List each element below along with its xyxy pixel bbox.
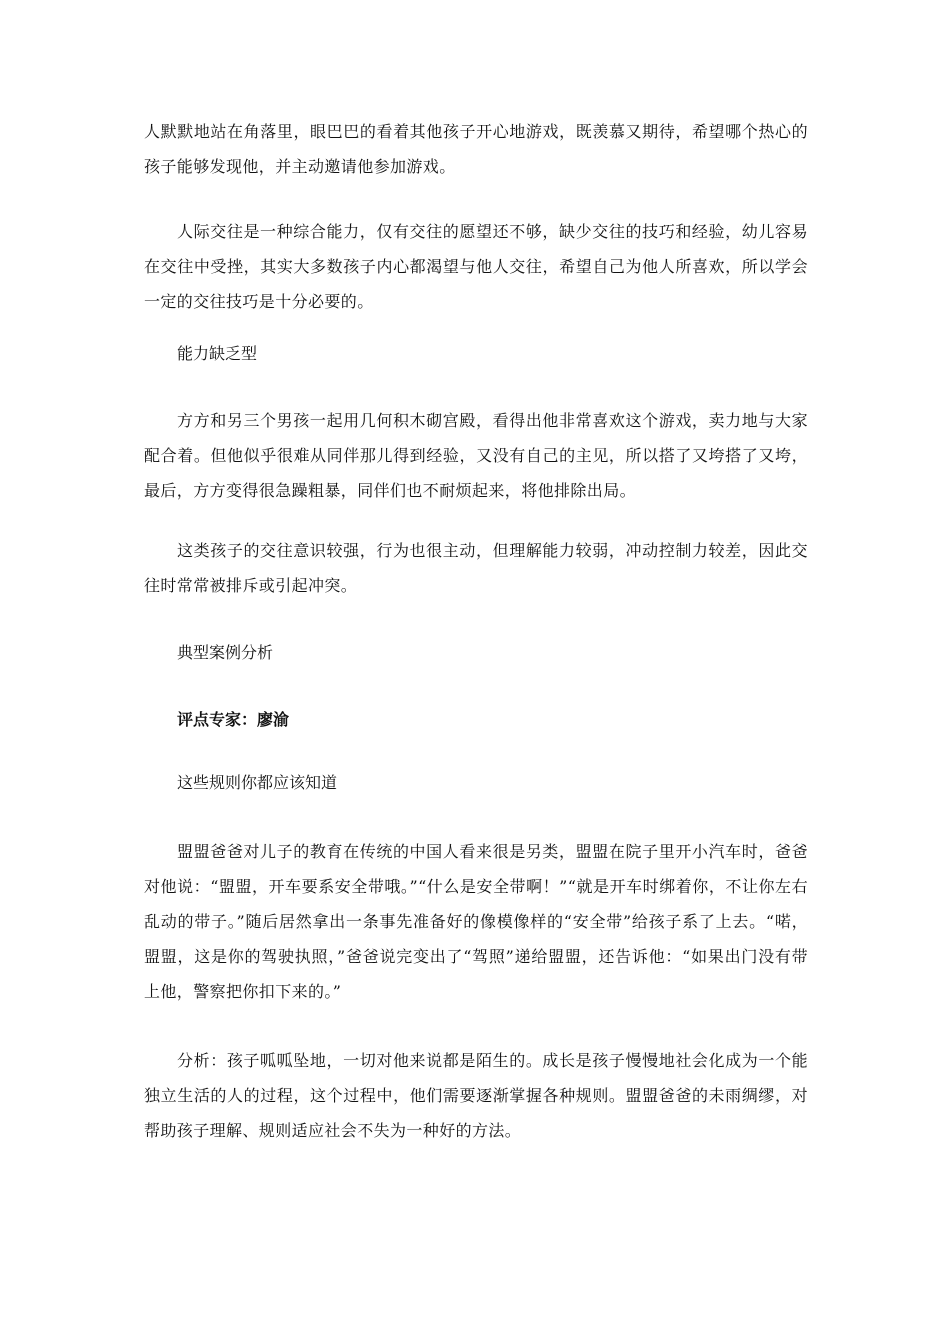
paragraph-continuation: 人默默地站在角落里，眼巴巴的看着其他孩子开心地游戏，既羡慕又期待，希望哪个热心的孩子能够发现他，并主动邀请他参加游戏。 [144,122,808,176]
paragraph-analysis: 分析：孩子呱呱坠地，一切对他来说都是陌生的。成长是孩子慢慢地社会化成为一个能独立生活的人的过程，这个过程中，他们需要逐渐掌握各种规则。盟盟爸爸的未雨绸缪，对帮助孩子理解、规则适应社会不失为一种好的方法。 [144,1051,808,1140]
heading-expert: 评点专家：廖渝 [177,710,290,729]
paragraph-social-ability: 人际交往是一种综合能力，仅有交往的愿望还不够，缺少交往的技巧和经验，幼儿容易在交往中受挫，其实大多数孩子内心都渴望与他人交往，希望自己为他人所喜欢，所以学会一定的交往技巧是十分必要的。 [144,222,808,311]
paragraph-type-summary: 这类孩子的交往意识较强，行为也很主动，但理解能力较弱，冲动控制力较差，因此交往时常常被排斥或引起冲突。 [144,541,808,595]
paragraph-fangfang: 方方和另三个男孩一起用几何积木砌宫殿，看得出他非常喜欢这个游戏，卖力地与大家配合着。但他似乎很难从同伴那儿得到经验，又没有自己的主见，所以搭了又垮搭了又垮，最后，方方变得很急躁粗暴，同伴们也不耐烦起来，将他排除出局。 [144,411,808,500]
paragraph-mengmeng: 盟盟爸爸对儿子的教育在传统的中国人看来很是另类，盟盟在院子里开小汽车时，爸爸对他说：“盟盟，开车要系安全带哦。”“什么是安全带啊！”“就是开车时绑着你，不让你左右乱动的带子。”随后居然拿出一条事先准备好的像模像样的“安全带”给孩子系了上去。“喏，盟盟，这是你的驾驶执照，”爸爸说完变出了“驾照”递给盟盟，还告诉他：“如果出门没有带上他，警察把你扣下来的。” [144,842,808,1001]
heading-case-analysis: 典型案例分析 [177,643,274,662]
heading-rules: 这些规则你都应该知道 [177,773,338,792]
heading-ability-lacking: 能力缺乏型 [177,344,258,363]
